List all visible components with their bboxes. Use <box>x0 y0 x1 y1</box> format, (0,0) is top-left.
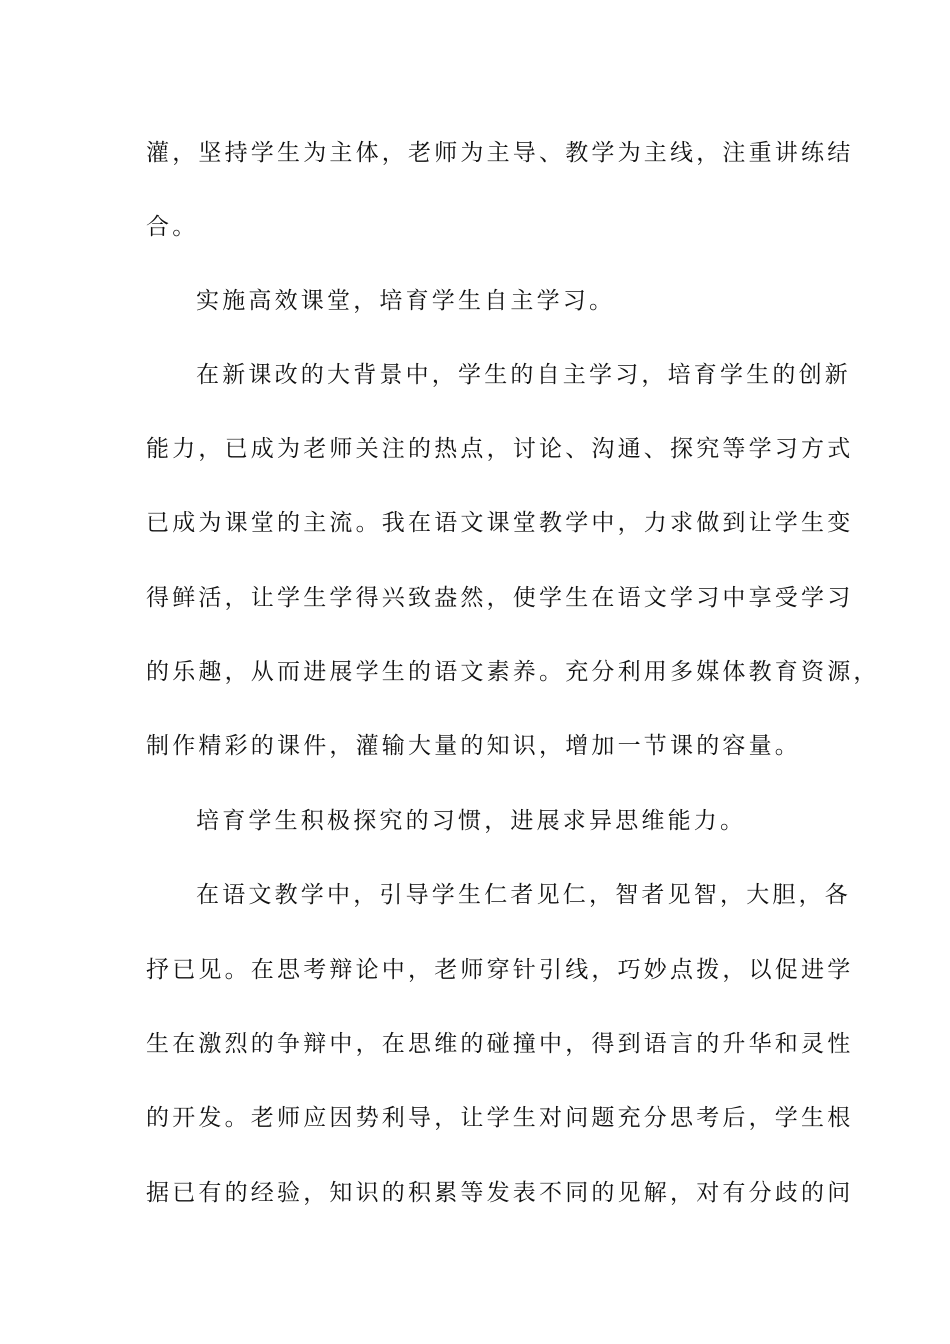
text-line: 得鲜活，让学生学得兴致盎然，使学生在语文学习中享受学习 <box>146 585 854 611</box>
text-line: 能力，已成为老师关注的热点，讨论、沟通、探究等学习方式 <box>146 436 854 462</box>
text-line: 在语文教学中，引导学生仁者见仁，智者见智，大胆，各 <box>196 882 851 908</box>
section-heading: 实施高效课堂，培育学生自主学习。 <box>196 288 616 314</box>
text-line: 灌，坚持学生为主体，老师为主导、教学为主线，注重讲练结 <box>146 140 854 166</box>
section-heading: 培育学生积极探究的习惯，进展求异思维能力。 <box>196 808 747 834</box>
text-line: 的开发。老师应因势利导，让学生对问题充分思考后，学生根 <box>146 1105 854 1131</box>
text-line: 抒已见。在思考辩论中，老师穿针引线，巧妙点拨，以促进学 <box>146 957 854 983</box>
text-line: 的乐趣，从而进展学生的语文素养。充分利用多媒体教育资源， <box>146 659 880 685</box>
text-line: 在新课改的大背景中，学生的自主学习，培育学生的创新 <box>196 362 851 388</box>
text-line: 已成为课堂的主流。我在语文课堂教学中，力求做到让学生变 <box>146 510 854 536</box>
text-line: 制作精彩的课件，灌输大量的知识，增加一节课的容量。 <box>146 733 801 759</box>
text-line: 据已有的经验，知识的积累等发表不同的见解，对有分歧的问 <box>146 1180 854 1206</box>
text-line: 生在激烈的争辩中，在思维的碰撞中，得到语言的升华和灵性 <box>146 1031 854 1057</box>
text-line: 合。 <box>146 214 199 240</box>
